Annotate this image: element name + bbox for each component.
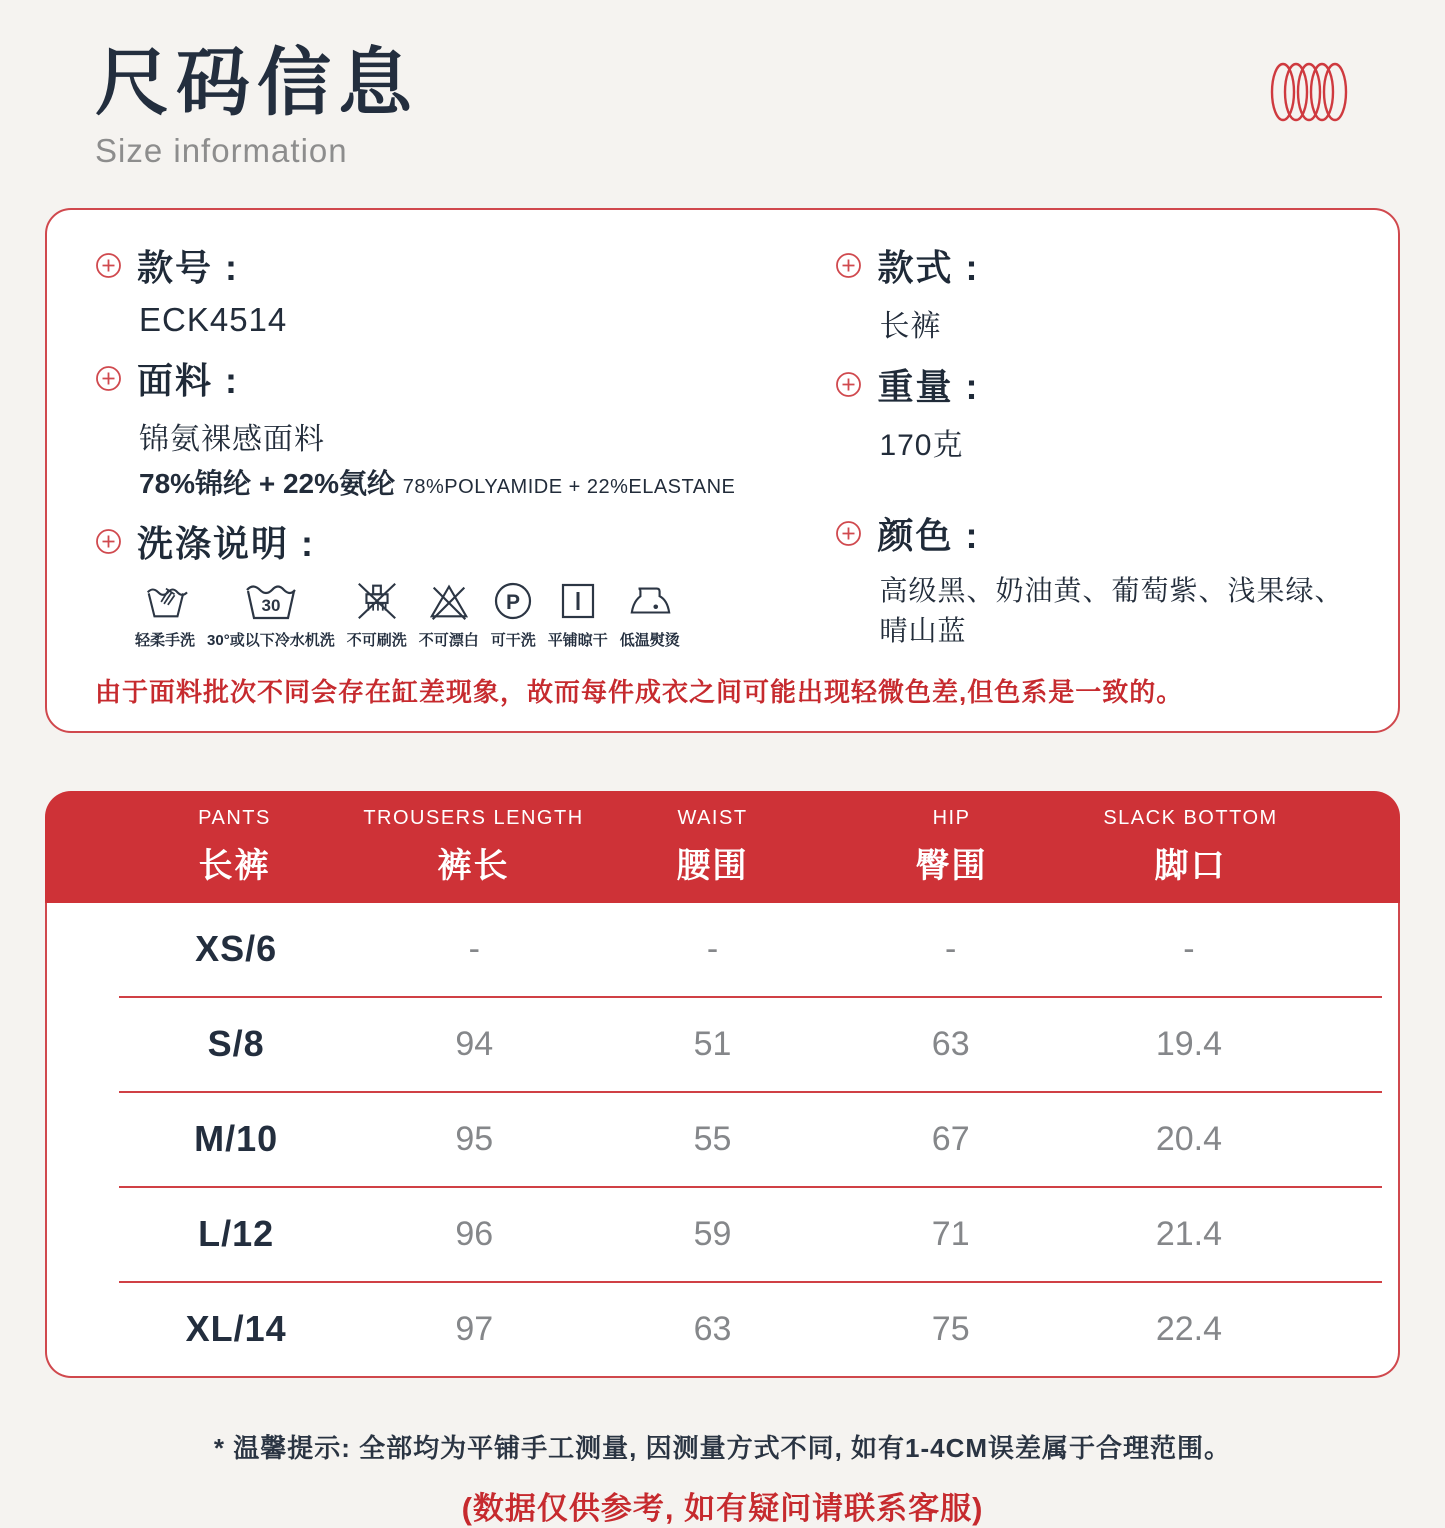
weight-label: 重量 :	[877, 365, 980, 407]
size-table-header	[45, 791, 1400, 903]
circle-plus-icon	[95, 365, 122, 392]
color-item	[835, 508, 1350, 559]
machine-wash-30-icon	[242, 579, 300, 623]
circle-plus-icon	[835, 371, 862, 398]
footer-notes	[0, 1428, 1445, 1528]
table-row: S/8 94 51 63 19.4	[207, 1023, 1222, 1065]
fabric-item	[95, 353, 835, 404]
no-bleach-icon	[426, 579, 472, 623]
column-header-pants: PANTS 长裤	[198, 806, 271, 885]
wash-symbol: 不可漂白	[419, 579, 479, 650]
weight-value: 170克	[879, 428, 964, 462]
wash-symbol: 平铺晾干	[548, 579, 608, 650]
dry-clean-p-icon	[491, 579, 535, 623]
color-value: 高级黑、奶油黄、葡萄紫、浅果绿、晴山蓝	[879, 574, 1344, 646]
column-header-trousers-length: TROUSERS LENGTH 裤长	[363, 806, 584, 885]
batch-color-note: 由于面料批次不同会存在缸差现象，故而每件成衣之间可能出现轻微色差,但色系是一致的。	[95, 676, 1184, 707]
fabric-composition	[139, 462, 835, 502]
style-no-label: 款号 :	[137, 246, 239, 288]
circle-plus-icon	[95, 528, 122, 555]
wash-symbol: 轻柔手洗	[135, 579, 195, 650]
wash-label: 洗涤说明 :	[137, 522, 315, 564]
wash-symbol: 不可刷洗	[347, 579, 407, 650]
line-dry-icon	[556, 579, 600, 623]
info-column-right	[835, 240, 1350, 650]
column-header-waist: WAIST 腰围	[676, 806, 749, 885]
svg-text:P: P	[506, 590, 521, 614]
size-table-body	[45, 903, 1400, 1378]
wash-icons-row	[135, 579, 835, 650]
svg-text:30: 30	[261, 595, 281, 615]
column-header-hip: HIP 臀围	[915, 806, 988, 885]
page-subtitle: Size information	[95, 131, 348, 169]
column-header-slack-bottom: SLACK BOTTOM 脚口	[1103, 806, 1278, 885]
wash-symbol: 低温熨烫	[620, 579, 680, 650]
fabric-label: 面料 :	[137, 359, 239, 401]
iron-low-icon	[627, 579, 673, 623]
reference-note: (数据仅供参考, 如有疑问请联系客服)	[461, 1490, 984, 1526]
fabric-composition-cn: 78%锦纶 + 22%氨纶	[139, 467, 395, 499]
fabric-value: 锦氨裸感面料	[139, 422, 325, 456]
table-row: L/12 96 59 71 21.4	[198, 1213, 1222, 1255]
wash-item	[95, 516, 835, 567]
circle-plus-icon	[835, 252, 862, 279]
hand-wash-icon	[142, 579, 188, 623]
info-column-left	[95, 240, 835, 650]
style-no-item	[95, 240, 835, 291]
table-row: M/10 95 55 67 20.4	[194, 1118, 1222, 1160]
style-type-item	[835, 240, 1350, 291]
weight-item	[835, 359, 1350, 410]
measurement-tip: * 温馨提示: 全部均为平铺手工测量, 因测量方式不同, 如有1-4CM误差属于合理范围。	[213, 1432, 1232, 1463]
coil-spring-icon	[1270, 50, 1350, 134]
product-info-card	[45, 208, 1400, 733]
style-no-value: ECK4514	[139, 300, 288, 338]
no-scrub-icon	[354, 579, 400, 623]
page-header	[0, 0, 1445, 170]
style-type-value: 长裤	[879, 309, 942, 343]
circle-plus-icon	[835, 520, 862, 547]
table-row: XL/14 97 63 75 22.4	[185, 1308, 1222, 1350]
fabric-composition-en: 78%POLYAMIDE + 22%ELASTANE	[402, 475, 736, 498]
table-row: XS/6 - - - -	[195, 928, 1195, 970]
page-title: 尺码信息	[95, 41, 419, 124]
wash-symbol: 30 30°或以下冷水机洗	[207, 579, 335, 650]
style-type-label: 款式 :	[877, 246, 980, 288]
size-table	[45, 791, 1400, 1378]
circle-plus-icon	[95, 252, 122, 279]
wash-symbol: P 可干洗	[491, 579, 536, 650]
color-label: 颜色 :	[877, 514, 980, 556]
